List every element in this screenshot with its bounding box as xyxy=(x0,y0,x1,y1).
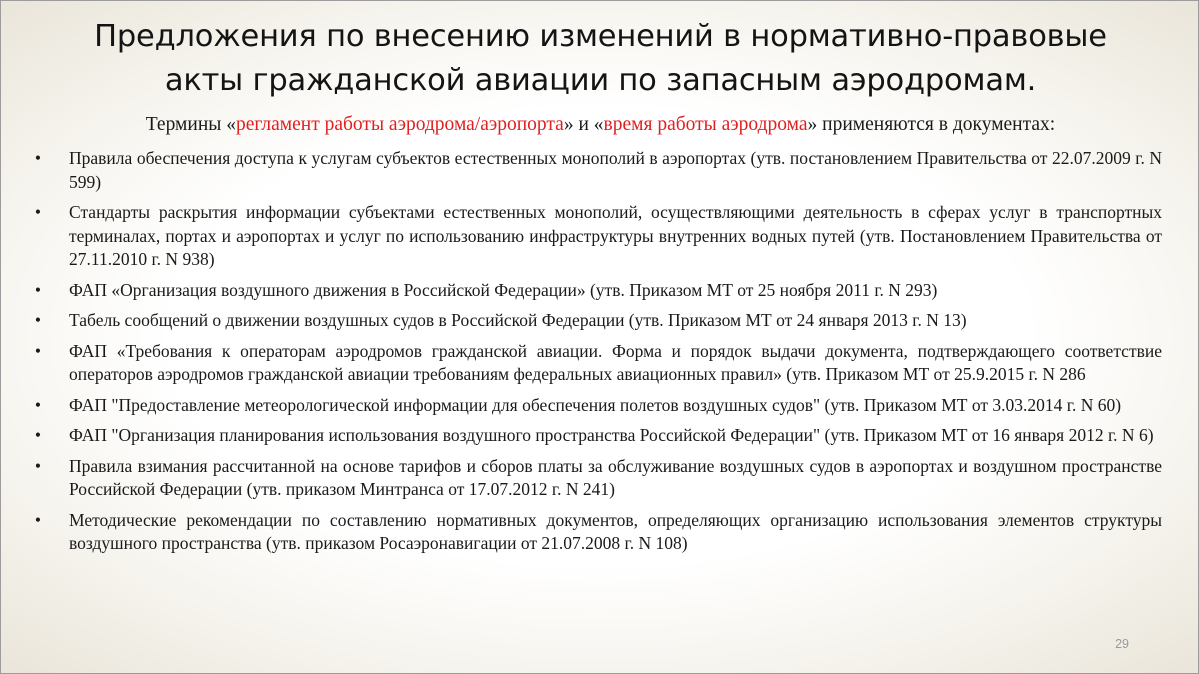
list-item-text: Табель сообщений о движении воздушных судов в Российской Федерации (утв. Приказом МТ от 24 января 2013 г. N 13) xyxy=(69,310,967,330)
intro-text-part-1: Термины « xyxy=(145,114,236,135)
slide-title xyxy=(1,15,1199,103)
list-item-text: ФАП "Предоставление метеорологической информации для обеспечения полетов воздушных судов" (утв. Приказом МТ от 3.03.2014 г. N 60) xyxy=(69,394,1122,415)
list-item xyxy=(1,424,1199,448)
list-item-text: ФАП «Организация воздушного движения в Российской Федерации» (утв. Приказом МТ от 25 ноября 2011 г. N 293) xyxy=(69,279,938,300)
bullet-icon: • xyxy=(34,310,42,330)
intro-term-work-time: время работы аэродрома xyxy=(603,114,808,135)
intro-text-part-3: » применяются в документах: xyxy=(807,114,1056,135)
list-item xyxy=(1,279,1199,303)
bullet-icon: • xyxy=(34,279,42,300)
slide-title-line-2: акты гражданской авиации по запасным аэродромам. xyxy=(164,63,1037,98)
intro-term-reglament: регламент работы аэродрома/аэропорта xyxy=(235,114,564,135)
list-item xyxy=(1,309,1199,333)
bullet-icon: • xyxy=(34,340,42,361)
slide-title-line-1: Предложения по внесению изменений в нормативно-правовые xyxy=(94,19,1107,54)
bullet-icon: • xyxy=(34,394,42,415)
bullet-icon: • xyxy=(34,148,42,168)
list-item-text: Методические рекомендации по составлению нормативных документов, определяющих организацию использования элементов структуры воздушного пространства (утв. приказом Росаэронавигации от 21.07.2008 г. N 108) xyxy=(69,509,1162,553)
list-item xyxy=(1,509,1199,556)
list-item-text: ФАП «Требования к операторам аэродромов гражданской авиации. Форма и порядок выдачи документа, подтверждающего соответствие операторов аэродромов гражданской авиации требованиям федеральных авиационных правил» (утв. Приказом МТ от 25.9.2015 г. N 286 xyxy=(69,340,1162,384)
documents-list xyxy=(1,147,1199,563)
list-item xyxy=(1,147,1199,194)
list-item xyxy=(1,455,1199,502)
list-item xyxy=(1,394,1199,418)
bullet-icon: • xyxy=(34,455,42,476)
list-item-text: Стандарты раскрытия информации субъектами естественных монополий, осуществляющими деятельность в сферах услуг в транспортных терминалах, портах и аэропортах и услуг по использованию инфраструктуры внутренних водных путей (утв. Постановлением Правительства от 27.11.2010 г. N 938) xyxy=(69,202,1162,269)
intro-paragraph xyxy=(1,113,1199,137)
page-number: 29 xyxy=(1115,637,1129,651)
list-item xyxy=(1,201,1199,272)
list-item-text: Правила обеспечения доступа к услугам субъектов естественных монополий в аэропортах (утв. постановлением Правительства от 22.07.2009 г. N 599) xyxy=(69,148,1162,192)
bullet-icon: • xyxy=(34,425,42,445)
list-item-text: ФАП "Организация планирования использования воздушного пространства Российской Федерации" (утв. Приказом МТ от 16 января 2012 г. N 6) xyxy=(69,425,1154,445)
intro-text-part-2: » и « xyxy=(563,114,604,135)
bullet-icon: • xyxy=(34,202,42,222)
list-item xyxy=(1,340,1199,387)
list-item-text: Правила взимания рассчитанной на основе тарифов и сборов платы за обслуживание воздушных судов в аэропортах и воздушном пространстве Российской Федерации (утв. приказом Минтранса от 17.07.2012 г. N 241) xyxy=(69,455,1162,499)
bullet-icon: • xyxy=(34,509,42,530)
